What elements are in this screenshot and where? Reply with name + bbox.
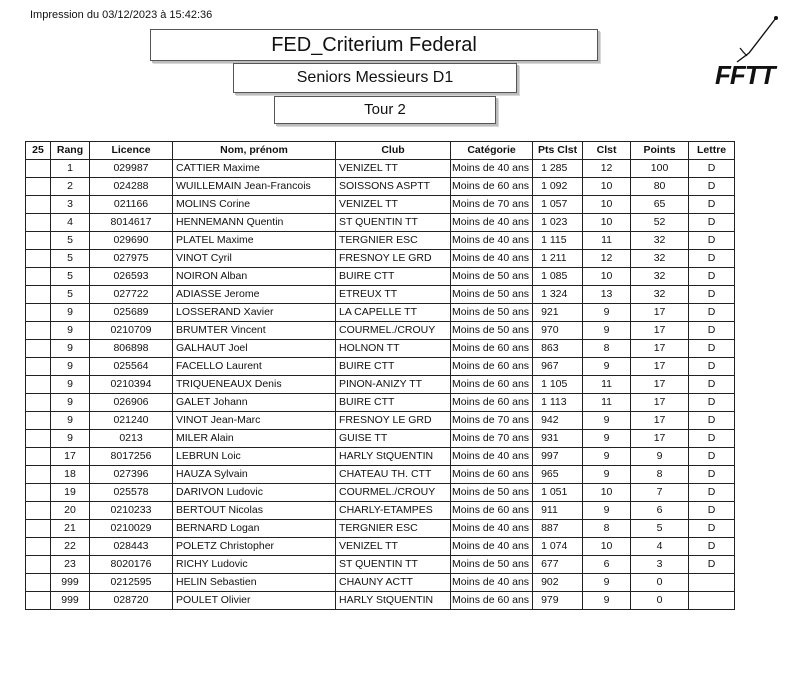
club-cell: CHATEAU TH. CTT: [336, 466, 451, 484]
name-cell: MILER Alain: [173, 430, 336, 448]
column-lettre-header: Lettre: [689, 142, 735, 160]
row-checkbox-cell: [26, 448, 51, 466]
clst-cell: 9: [583, 466, 631, 484]
lettre-cell: D: [689, 394, 735, 412]
lettre-cell: D: [689, 250, 735, 268]
clst-cell: 13: [583, 286, 631, 304]
pts-clst-cell: 1 085: [533, 268, 583, 286]
table-row: [26, 448, 735, 466]
licence-cell: 025689: [90, 304, 173, 322]
row-checkbox-cell: [26, 484, 51, 502]
category-cell: Moins de 40 ans: [451, 538, 533, 556]
club-cell: CHARLY-ETAMPES: [336, 502, 451, 520]
rang-cell: 20: [51, 502, 90, 520]
table-header-row: [26, 142, 735, 160]
club-cell: LA CAPELLE TT: [336, 304, 451, 322]
rang-cell: 4: [51, 214, 90, 232]
table-row: [26, 286, 735, 304]
name-cell: POULET Olivier: [173, 592, 336, 610]
club-cell: ST QUENTIN TT: [336, 556, 451, 574]
pts-clst-cell: 1 057: [533, 196, 583, 214]
row-checkbox-cell: [26, 232, 51, 250]
table-row: [26, 178, 735, 196]
name-cell: PLATEL Maxime: [173, 232, 336, 250]
lettre-cell: D: [689, 538, 735, 556]
rang-cell: 18: [51, 466, 90, 484]
licence-cell: 029987: [90, 160, 173, 178]
rang-cell: 19: [51, 484, 90, 502]
category-cell: Moins de 50 ans: [451, 304, 533, 322]
table-row: [26, 322, 735, 340]
name-cell: LEBRUN Loic: [173, 448, 336, 466]
category-cell: Moins de 70 ans: [451, 412, 533, 430]
rang-cell: 3: [51, 196, 90, 214]
lettre-cell: D: [689, 214, 735, 232]
club-cell: VENIZEL TT: [336, 196, 451, 214]
name-cell: FACELLO Laurent: [173, 358, 336, 376]
points-cell: 17: [631, 340, 689, 358]
rang-cell: 5: [51, 268, 90, 286]
ranking-table: [25, 141, 735, 610]
row-checkbox-cell: [26, 376, 51, 394]
licence-cell: 8014617: [90, 214, 173, 232]
lettre-cell: D: [689, 520, 735, 538]
category-cell: Moins de 40 ans: [451, 160, 533, 178]
pts-clst-cell: 1 113: [533, 394, 583, 412]
lettre-cell: D: [689, 232, 735, 250]
points-cell: 8: [631, 466, 689, 484]
pts-clst-cell: 902: [533, 574, 583, 592]
points-cell: 17: [631, 394, 689, 412]
row-checkbox-cell: [26, 358, 51, 376]
lettre-cell: D: [689, 448, 735, 466]
row-checkbox-cell: [26, 340, 51, 358]
name-cell: LOSSERAND Xavier: [173, 304, 336, 322]
category-cell: Moins de 60 ans: [451, 394, 533, 412]
pts-clst-cell: 967: [533, 358, 583, 376]
pts-clst-cell: 1 285: [533, 160, 583, 178]
pts-clst-cell: 965: [533, 466, 583, 484]
table-row: [26, 232, 735, 250]
points-cell: 4: [631, 538, 689, 556]
pts-clst-cell: 1 115: [533, 232, 583, 250]
points-cell: 52: [631, 214, 689, 232]
row-checkbox-cell: [26, 178, 51, 196]
rang-cell: 17: [51, 448, 90, 466]
lettre-cell: D: [689, 466, 735, 484]
clst-cell: 11: [583, 232, 631, 250]
table-row: [26, 304, 735, 322]
clst-cell: 10: [583, 178, 631, 196]
pts-clst-cell: 931: [533, 430, 583, 448]
table-row: [26, 358, 735, 376]
club-cell: FRESNOY LE GRD: [336, 412, 451, 430]
lettre-cell: D: [689, 412, 735, 430]
category-cell: Moins de 50 ans: [451, 268, 533, 286]
points-cell: 17: [631, 430, 689, 448]
clst-cell: 11: [583, 394, 631, 412]
clst-cell: 10: [583, 214, 631, 232]
category-cell: Moins de 60 ans: [451, 376, 533, 394]
pts-clst-cell: 942: [533, 412, 583, 430]
licence-cell: 0210029: [90, 520, 173, 538]
category-cell: Moins de 40 ans: [451, 448, 533, 466]
lettre-cell: D: [689, 286, 735, 304]
rang-cell: 9: [51, 304, 90, 322]
clst-cell: 12: [583, 160, 631, 178]
licence-cell: 026593: [90, 268, 173, 286]
club-cell: BUIRE CTT: [336, 358, 451, 376]
lettre-cell: D: [689, 178, 735, 196]
licence-cell: 0210394: [90, 376, 173, 394]
column-licence-header: Licence: [90, 142, 173, 160]
category-cell: Moins de 60 ans: [451, 592, 533, 610]
clst-cell: 12: [583, 250, 631, 268]
licence-cell: 0213: [90, 430, 173, 448]
points-cell: 3: [631, 556, 689, 574]
points-cell: 5: [631, 520, 689, 538]
category-cell: Moins de 40 ans: [451, 232, 533, 250]
lettre-cell: D: [689, 196, 735, 214]
lettre-cell: D: [689, 556, 735, 574]
category-cell: Moins de 60 ans: [451, 502, 533, 520]
column-club-header: Club: [336, 142, 451, 160]
lettre-cell: D: [689, 304, 735, 322]
row-checkbox-cell: [26, 214, 51, 232]
table-row: [26, 592, 735, 610]
category-cell: Moins de 60 ans: [451, 340, 533, 358]
rang-cell: 5: [51, 250, 90, 268]
name-cell: ADIASSE Jerome: [173, 286, 336, 304]
row-checkbox-cell: [26, 502, 51, 520]
fftt-logo: [713, 12, 791, 90]
club-cell: FRESNOY LE GRD: [336, 250, 451, 268]
club-cell: SOISSONS ASPTT: [336, 178, 451, 196]
licence-cell: 025578: [90, 484, 173, 502]
club-cell: HARLY StQUENTIN: [336, 448, 451, 466]
licence-cell: 029690: [90, 232, 173, 250]
points-cell: 0: [631, 592, 689, 610]
licence-cell: 026906: [90, 394, 173, 412]
points-cell: 32: [631, 286, 689, 304]
points-cell: 80: [631, 178, 689, 196]
club-cell: GUISE TT: [336, 430, 451, 448]
club-cell: BUIRE CTT: [336, 394, 451, 412]
clst-cell: 9: [583, 592, 631, 610]
licence-cell: 024288: [90, 178, 173, 196]
pts-clst-cell: 863: [533, 340, 583, 358]
column-pts-clst-header: Pts Clst: [533, 142, 583, 160]
name-cell: DARIVON Ludovic: [173, 484, 336, 502]
table-row: [26, 250, 735, 268]
points-cell: 17: [631, 412, 689, 430]
clst-cell: 9: [583, 358, 631, 376]
row-checkbox-cell: [26, 268, 51, 286]
club-cell: CHAUNY ACTT: [336, 574, 451, 592]
name-cell: VINOT Cyril: [173, 250, 336, 268]
clst-cell: 9: [583, 502, 631, 520]
table-row: [26, 214, 735, 232]
points-cell: 7: [631, 484, 689, 502]
rang-cell: 5: [51, 232, 90, 250]
name-cell: BRUMTER Vincent: [173, 322, 336, 340]
points-cell: 17: [631, 376, 689, 394]
clst-cell: 6: [583, 556, 631, 574]
clst-cell: 9: [583, 304, 631, 322]
category-cell: Moins de 70 ans: [451, 430, 533, 448]
licence-cell: 027722: [90, 286, 173, 304]
club-cell: PINON-ANIZY TT: [336, 376, 451, 394]
pts-clst-cell: 921: [533, 304, 583, 322]
row-checkbox-cell: [26, 556, 51, 574]
row-checkbox-cell: [26, 430, 51, 448]
row-checkbox-cell: [26, 520, 51, 538]
category-cell: Moins de 50 ans: [451, 286, 533, 304]
row-checkbox-cell: [26, 304, 51, 322]
clst-cell: 9: [583, 448, 631, 466]
rang-cell: 1: [51, 160, 90, 178]
rang-cell: 9: [51, 358, 90, 376]
rang-cell: 9: [51, 394, 90, 412]
clst-cell: 10: [583, 538, 631, 556]
table-row: [26, 340, 735, 358]
clst-cell: 9: [583, 412, 631, 430]
name-cell: TRIQUENEAUX Denis: [173, 376, 336, 394]
pts-clst-cell: 887: [533, 520, 583, 538]
licence-cell: 028443: [90, 538, 173, 556]
licence-cell: 8020176: [90, 556, 173, 574]
pts-clst-cell: 1 074: [533, 538, 583, 556]
lettre-cell: [689, 592, 735, 610]
table-row: [26, 466, 735, 484]
category-cell: Moins de 60 ans: [451, 466, 533, 484]
column-categorie-header: Catégorie: [451, 142, 533, 160]
lettre-cell: D: [689, 502, 735, 520]
name-cell: RICHY Ludovic: [173, 556, 336, 574]
category-cell: Moins de 60 ans: [451, 178, 533, 196]
category-cell: Moins de 40 ans: [451, 214, 533, 232]
rang-cell: 22: [51, 538, 90, 556]
row-checkbox-cell: [26, 412, 51, 430]
row-checkbox-cell: [26, 196, 51, 214]
club-cell: ETREUX TT: [336, 286, 451, 304]
points-cell: 9: [631, 448, 689, 466]
rang-cell: 9: [51, 376, 90, 394]
category-cell: Moins de 40 ans: [451, 520, 533, 538]
lettre-cell: D: [689, 340, 735, 358]
points-cell: 17: [631, 358, 689, 376]
column-rang-header: Rang: [51, 142, 90, 160]
table-row: [26, 574, 735, 592]
category-cell: Moins de 50 ans: [451, 484, 533, 502]
competition-title: FED_Criterium Federal: [150, 29, 598, 61]
rang-cell: 999: [51, 574, 90, 592]
pts-clst-cell: 1 324: [533, 286, 583, 304]
category-cell: Moins de 50 ans: [451, 322, 533, 340]
rang-cell: 23: [51, 556, 90, 574]
name-cell: VINOT Jean-Marc: [173, 412, 336, 430]
lettre-cell: D: [689, 358, 735, 376]
lettre-cell: D: [689, 160, 735, 178]
round-title: Tour 2: [274, 96, 496, 124]
lettre-cell: D: [689, 268, 735, 286]
table-row: [26, 196, 735, 214]
rang-cell: 2: [51, 178, 90, 196]
licence-cell: 028720: [90, 592, 173, 610]
lettre-cell: D: [689, 484, 735, 502]
clst-cell: 11: [583, 376, 631, 394]
clst-cell: 9: [583, 322, 631, 340]
table-row: [26, 502, 735, 520]
name-cell: GALHAUT Joel: [173, 340, 336, 358]
name-cell: HELIN Sebastien: [173, 574, 336, 592]
row-checkbox-cell: [26, 538, 51, 556]
club-cell: VENIZEL TT: [336, 538, 451, 556]
rang-cell: 21: [51, 520, 90, 538]
club-cell: BUIRE CTT: [336, 268, 451, 286]
table-row: [26, 394, 735, 412]
club-cell: ST QUENTIN TT: [336, 214, 451, 232]
clst-cell: 8: [583, 340, 631, 358]
name-cell: MOLINS Corine: [173, 196, 336, 214]
table-row: [26, 520, 735, 538]
name-cell: NOIRON Alban: [173, 268, 336, 286]
pts-clst-cell: 1 051: [533, 484, 583, 502]
licence-cell: 0210709: [90, 322, 173, 340]
column-clst-header: Clst: [583, 142, 631, 160]
category-cell: Moins de 70 ans: [451, 196, 533, 214]
name-cell: GALET Johann: [173, 394, 336, 412]
clst-cell: 8: [583, 520, 631, 538]
pts-clst-cell: 911: [533, 502, 583, 520]
lettre-cell: D: [689, 430, 735, 448]
table-row: [26, 376, 735, 394]
pts-clst-cell: 970: [533, 322, 583, 340]
club-cell: TERGNIER ESC: [336, 520, 451, 538]
row-checkbox-cell: [26, 592, 51, 610]
name-cell: HAUZA Sylvain: [173, 466, 336, 484]
rang-cell: 9: [51, 412, 90, 430]
row-checkbox-cell: [26, 466, 51, 484]
rang-cell: 9: [51, 430, 90, 448]
division-title: Seniors Messieurs D1: [233, 63, 517, 93]
row-checkbox-cell: [26, 160, 51, 178]
logo-text: FFTT: [715, 60, 775, 90]
lettre-cell: D: [689, 322, 735, 340]
name-cell: WUILLEMAIN Jean-Francois: [173, 178, 336, 196]
licence-cell: 027396: [90, 466, 173, 484]
print-date: Impression du 03/12/2023 à 15:42:36: [30, 9, 213, 21]
column-count-header: 25: [26, 142, 51, 160]
points-cell: 6: [631, 502, 689, 520]
rang-cell: 999: [51, 592, 90, 610]
row-checkbox-cell: [26, 574, 51, 592]
licence-cell: 806898: [90, 340, 173, 358]
points-cell: 0: [631, 574, 689, 592]
pts-clst-cell: 997: [533, 448, 583, 466]
name-cell: HENNEMANN Quentin: [173, 214, 336, 232]
licence-cell: 027975: [90, 250, 173, 268]
rang-cell: 5: [51, 286, 90, 304]
clst-cell: 10: [583, 484, 631, 502]
club-cell: VENIZEL TT: [336, 160, 451, 178]
pts-clst-cell: 1 092: [533, 178, 583, 196]
licence-cell: 025564: [90, 358, 173, 376]
clst-cell: 9: [583, 574, 631, 592]
name-cell: BERTOUT Nicolas: [173, 502, 336, 520]
points-cell: 32: [631, 268, 689, 286]
club-cell: TERGNIER ESC: [336, 232, 451, 250]
table-row: [26, 160, 735, 178]
table-row: [26, 430, 735, 448]
name-cell: POLETZ Christopher: [173, 538, 336, 556]
licence-cell: 8017256: [90, 448, 173, 466]
category-cell: Moins de 40 ans: [451, 574, 533, 592]
lettre-cell: D: [689, 376, 735, 394]
lettre-cell: [689, 574, 735, 592]
rang-cell: 9: [51, 322, 90, 340]
pts-clst-cell: 979: [533, 592, 583, 610]
club-cell: HOLNON TT: [336, 340, 451, 358]
table-row: [26, 556, 735, 574]
pts-clst-cell: 1 105: [533, 376, 583, 394]
table-row: [26, 484, 735, 502]
pts-clst-cell: 1 211: [533, 250, 583, 268]
clst-cell: 9: [583, 430, 631, 448]
clst-cell: 10: [583, 196, 631, 214]
club-cell: COURMEL./CROUY: [336, 484, 451, 502]
clst-cell: 10: [583, 268, 631, 286]
table-body: [26, 160, 735, 610]
row-checkbox-cell: [26, 250, 51, 268]
row-checkbox-cell: [26, 322, 51, 340]
table-row: [26, 268, 735, 286]
points-cell: 32: [631, 232, 689, 250]
table-row: [26, 538, 735, 556]
licence-cell: 021240: [90, 412, 173, 430]
row-checkbox-cell: [26, 394, 51, 412]
pts-clst-cell: 1 023: [533, 214, 583, 232]
name-cell: BERNARD Logan: [173, 520, 336, 538]
row-checkbox-cell: [26, 286, 51, 304]
club-cell: HARLY StQUENTIN: [336, 592, 451, 610]
category-cell: Moins de 40 ans: [451, 250, 533, 268]
licence-cell: 0212595: [90, 574, 173, 592]
category-cell: Moins de 50 ans: [451, 556, 533, 574]
points-cell: 65: [631, 196, 689, 214]
licence-cell: 0210233: [90, 502, 173, 520]
name-cell: CATTIER Maxime: [173, 160, 336, 178]
column-points-header: Points: [631, 142, 689, 160]
table-row: [26, 412, 735, 430]
points-cell: 32: [631, 250, 689, 268]
points-cell: 17: [631, 322, 689, 340]
points-cell: 100: [631, 160, 689, 178]
category-cell: Moins de 60 ans: [451, 358, 533, 376]
rang-cell: 9: [51, 340, 90, 358]
licence-cell: 021166: [90, 196, 173, 214]
pts-clst-cell: 677: [533, 556, 583, 574]
club-cell: COURMEL./CROUY: [336, 322, 451, 340]
points-cell: 17: [631, 304, 689, 322]
column-nom-header: Nom, prénom: [173, 142, 336, 160]
